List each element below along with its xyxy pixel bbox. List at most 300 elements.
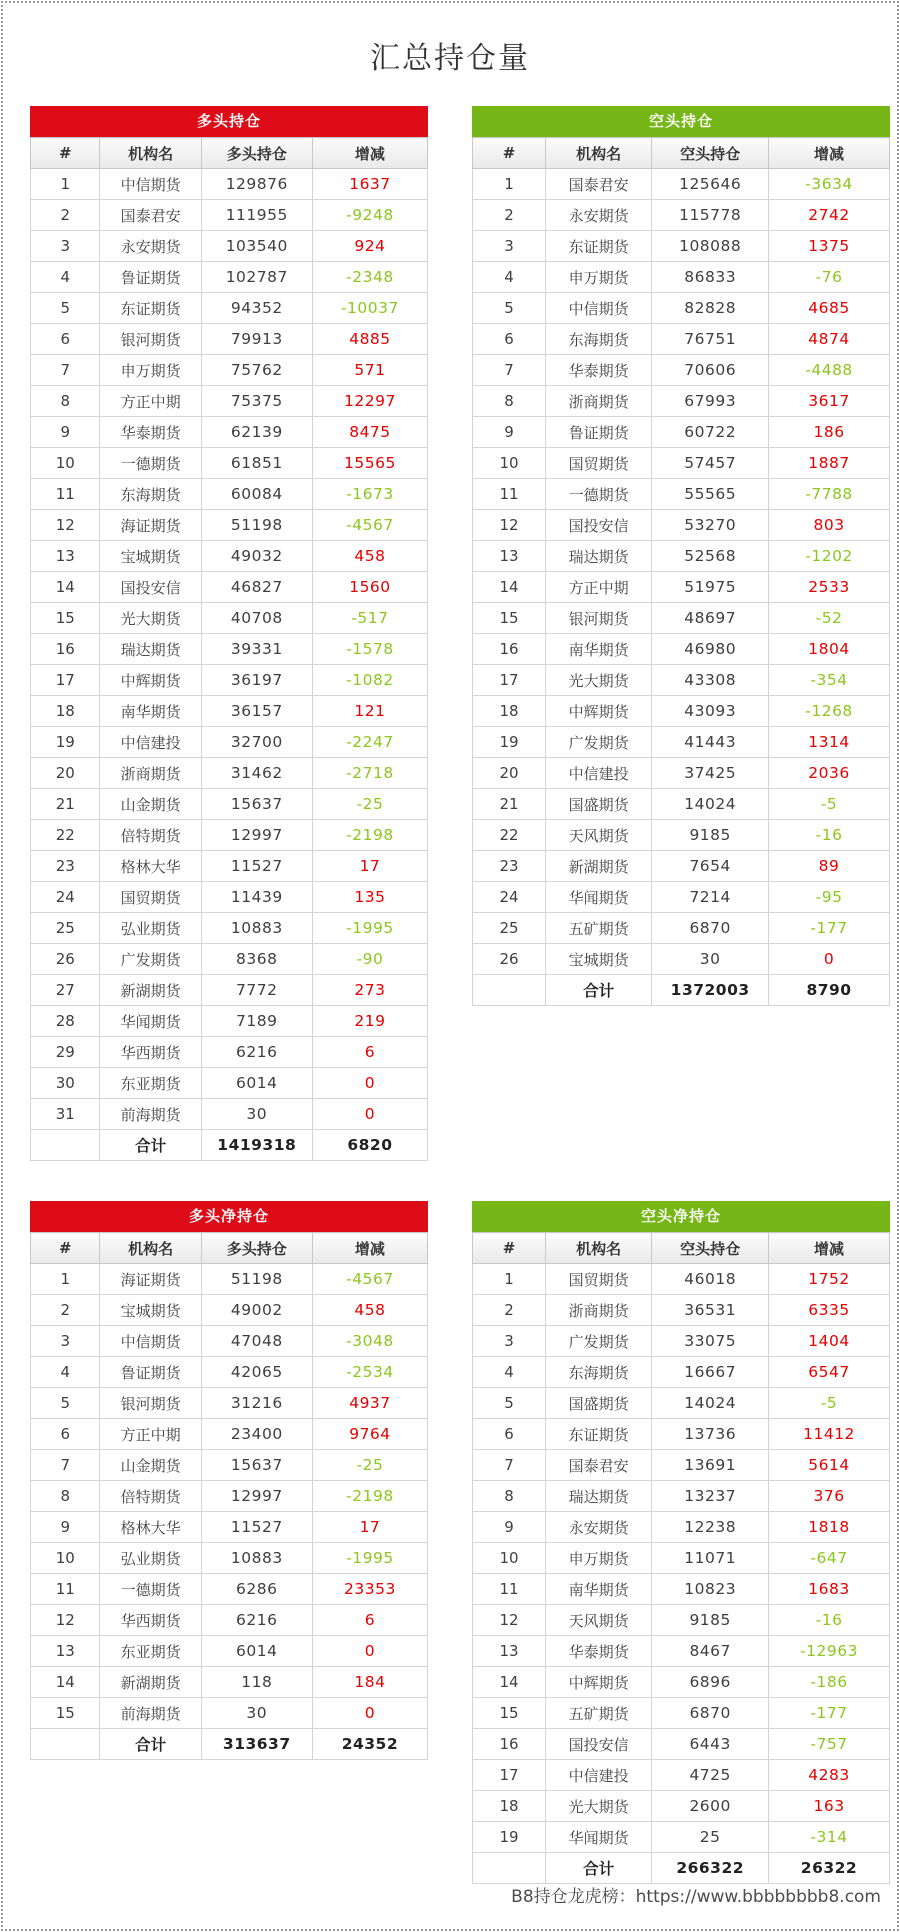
position-cell: 36531 <box>652 1295 769 1326</box>
change-cell: -4488 <box>769 355 890 386</box>
data-table <box>472 137 890 1006</box>
institution-cell: 新湖期货 <box>100 1667 201 1698</box>
change-cell: -16 <box>769 1605 890 1636</box>
change-cell: 1683 <box>769 1574 890 1605</box>
table-row <box>31 1574 428 1605</box>
change-cell: 1804 <box>769 634 890 665</box>
rank-cell: 2 <box>31 200 100 231</box>
position-cell: 7772 <box>201 975 312 1006</box>
change-cell: -25 <box>312 789 427 820</box>
institution-cell: 华西期货 <box>100 1605 201 1636</box>
rank-cell: 6 <box>473 324 546 355</box>
change-cell: -10037 <box>312 293 427 324</box>
table-row <box>31 1006 428 1037</box>
position-cell: 67993 <box>652 386 769 417</box>
rank-cell: 21 <box>473 789 546 820</box>
institution-cell: 瑞达期货 <box>545 1481 651 1512</box>
header-row <box>31 138 428 169</box>
rank-cell: 13 <box>473 541 546 572</box>
institution-cell: 五矿期货 <box>545 1698 651 1729</box>
change-cell: 6 <box>312 1037 427 1068</box>
table-row <box>31 1326 428 1357</box>
position-cell: 7189 <box>201 1006 312 1037</box>
institution-cell: 中信期货 <box>100 1326 201 1357</box>
institution-cell: 中辉期货 <box>545 696 651 727</box>
rank-cell: 18 <box>31 696 100 727</box>
table-row <box>31 200 428 231</box>
position-cell: 52568 <box>652 541 769 572</box>
total-label-cell: 合计 <box>100 1729 201 1760</box>
institution-cell: 海证期货 <box>100 1264 201 1295</box>
rank-cell: 20 <box>473 758 546 789</box>
change-cell: 15565 <box>312 448 427 479</box>
change-cell: 4874 <box>769 324 890 355</box>
position-cell: 30 <box>201 1099 312 1130</box>
rank-cell: 21 <box>31 789 100 820</box>
institution-cell: 南华期货 <box>545 1574 651 1605</box>
table-row <box>473 696 890 727</box>
institution-cell: 国盛期货 <box>545 1388 651 1419</box>
rank-cell: 7 <box>31 1450 100 1481</box>
institution-cell: 宝城期货 <box>100 1295 201 1326</box>
column-header: 增减 <box>312 138 427 169</box>
table-row <box>31 665 428 696</box>
table-row <box>31 1512 428 1543</box>
change-cell: 1404 <box>769 1326 890 1357</box>
rank-cell: 1 <box>473 1264 546 1295</box>
total-label-cell: 合计 <box>545 1853 651 1884</box>
institution-cell: 广发期货 <box>545 1326 651 1357</box>
rank-cell: 3 <box>473 231 546 262</box>
change-cell: 8475 <box>312 417 427 448</box>
column-header: # <box>473 1233 546 1264</box>
rank-cell: 15 <box>473 1698 546 1729</box>
position-cell: 10823 <box>652 1574 769 1605</box>
column-header: # <box>473 138 546 169</box>
rank-cell: 16 <box>473 634 546 665</box>
table-row <box>473 944 890 975</box>
rank-cell: 19 <box>473 727 546 758</box>
position-cell: 13237 <box>652 1481 769 1512</box>
rank-cell: 10 <box>31 1543 100 1574</box>
position-cell: 11439 <box>201 882 312 913</box>
total-change-cell: 24352 <box>312 1729 427 1760</box>
rank-cell: 14 <box>473 1667 546 1698</box>
position-cell: 8368 <box>201 944 312 975</box>
change-cell: -1673 <box>312 479 427 510</box>
data-table <box>30 1232 428 1760</box>
institution-cell: 国投安信 <box>545 1729 651 1760</box>
position-cell: 57457 <box>652 448 769 479</box>
institution-cell: 中信建投 <box>545 1760 651 1791</box>
position-cell: 6014 <box>201 1068 312 1099</box>
position-cell: 48697 <box>652 603 769 634</box>
change-cell: 376 <box>769 1481 890 1512</box>
table-row <box>473 851 890 882</box>
change-cell: -5 <box>769 1388 890 1419</box>
position-cell: 49002 <box>201 1295 312 1326</box>
change-cell: 1375 <box>769 231 890 262</box>
rank-cell: 23 <box>473 851 546 882</box>
position-cell: 60722 <box>652 417 769 448</box>
change-cell: 4685 <box>769 293 890 324</box>
institution-cell: 国泰君安 <box>545 1450 651 1481</box>
rank-cell: 11 <box>473 1574 546 1605</box>
position-cell: 118 <box>201 1667 312 1698</box>
change-cell: -9248 <box>312 200 427 231</box>
position-cell: 6014 <box>201 1636 312 1667</box>
table-row <box>31 789 428 820</box>
rank-cell: 14 <box>31 572 100 603</box>
change-cell: -1202 <box>769 541 890 572</box>
position-cell: 11071 <box>652 1543 769 1574</box>
change-cell: 458 <box>312 1295 427 1326</box>
rank-cell: 29 <box>31 1037 100 1068</box>
table-row <box>473 417 890 448</box>
rank-cell: 24 <box>31 882 100 913</box>
column-header: 机构名 <box>545 1233 651 1264</box>
change-cell: 1560 <box>312 572 427 603</box>
change-cell: 0 <box>312 1698 427 1729</box>
table-row <box>473 1698 890 1729</box>
position-cell: 6286 <box>201 1574 312 1605</box>
rank-cell: 19 <box>31 727 100 758</box>
total-change-cell: 6820 <box>312 1130 427 1161</box>
rank-cell: 7 <box>31 355 100 386</box>
table-row <box>473 1388 890 1419</box>
change-cell: 0 <box>312 1068 427 1099</box>
institution-cell: 弘业期货 <box>100 1543 201 1574</box>
table-row <box>473 603 890 634</box>
institution-cell: 南华期货 <box>545 634 651 665</box>
rank-cell: 13 <box>31 1636 100 1667</box>
position-cell: 82828 <box>652 293 769 324</box>
position-cell: 13691 <box>652 1450 769 1481</box>
table-row <box>473 913 890 944</box>
change-cell: 219 <box>312 1006 427 1037</box>
header-row <box>31 1233 428 1264</box>
change-cell: 2533 <box>769 572 890 603</box>
short-net-positions-section <box>472 1201 890 1884</box>
rank-cell: 22 <box>473 820 546 851</box>
institution-cell: 银河期货 <box>545 603 651 634</box>
position-cell: 70606 <box>652 355 769 386</box>
table-row <box>473 1264 890 1295</box>
rank-cell: 19 <box>473 1822 546 1853</box>
change-cell: 11412 <box>769 1419 890 1450</box>
change-cell: 12297 <box>312 386 427 417</box>
position-cell: 7214 <box>652 882 769 913</box>
rank-cell: 11 <box>31 479 100 510</box>
position-cell: 79913 <box>201 324 312 355</box>
change-cell: 89 <box>769 851 890 882</box>
institution-cell: 五矿期货 <box>545 913 651 944</box>
table-row <box>473 1791 890 1822</box>
rank-cell: 25 <box>473 913 546 944</box>
rank-cell: 5 <box>473 1388 546 1419</box>
institution-cell: 中辉期货 <box>545 1667 651 1698</box>
position-cell: 10883 <box>201 913 312 944</box>
rank-cell: 10 <box>31 448 100 479</box>
institution-cell: 华西期货 <box>100 1037 201 1068</box>
institution-cell: 中信建投 <box>100 727 201 758</box>
institution-cell: 方正中期 <box>545 572 651 603</box>
position-cell: 94352 <box>201 293 312 324</box>
institution-cell: 鲁证期货 <box>545 417 651 448</box>
table-row <box>473 541 890 572</box>
position-cell: 36197 <box>201 665 312 696</box>
rank-cell: 6 <box>473 1419 546 1450</box>
institution-cell: 东证期货 <box>545 1419 651 1450</box>
change-cell: -517 <box>312 603 427 634</box>
institution-cell: 国盛期货 <box>545 789 651 820</box>
column-header: 增减 <box>769 1233 890 1264</box>
position-cell: 12238 <box>652 1512 769 1543</box>
position-cell: 61851 <box>201 448 312 479</box>
table-row <box>31 1605 428 1636</box>
position-cell: 111955 <box>201 200 312 231</box>
institution-cell: 新湖期货 <box>100 975 201 1006</box>
change-cell: -76 <box>769 262 890 293</box>
change-cell: -4567 <box>312 510 427 541</box>
position-cell: 53270 <box>652 510 769 541</box>
change-cell: -177 <box>769 1698 890 1729</box>
table-row <box>31 1037 428 1068</box>
change-cell: -52 <box>769 603 890 634</box>
table-row <box>473 1295 890 1326</box>
position-cell: 6443 <box>652 1729 769 1760</box>
table-row <box>31 1264 428 1295</box>
table-row <box>473 510 890 541</box>
position-cell: 41443 <box>652 727 769 758</box>
institution-cell: 申万期货 <box>545 262 651 293</box>
position-cell: 4725 <box>652 1760 769 1791</box>
position-cell: 14024 <box>652 789 769 820</box>
table-row <box>473 1574 890 1605</box>
change-cell: 0 <box>769 944 890 975</box>
change-cell: 458 <box>312 541 427 572</box>
institution-cell: 国贸期货 <box>100 882 201 913</box>
position-cell: 43308 <box>652 665 769 696</box>
rank-cell: 22 <box>31 820 100 851</box>
total-empty-cell <box>31 1130 100 1161</box>
rank-cell: 9 <box>31 417 100 448</box>
rank-cell: 14 <box>473 572 546 603</box>
position-cell: 36157 <box>201 696 312 727</box>
table-row <box>473 355 890 386</box>
change-cell: 186 <box>769 417 890 448</box>
institution-cell: 南华期货 <box>100 696 201 727</box>
position-cell: 6870 <box>652 913 769 944</box>
change-cell: -1995 <box>312 1543 427 1574</box>
position-cell: 9185 <box>652 820 769 851</box>
institution-cell: 中辉期货 <box>100 665 201 696</box>
position-cell: 129876 <box>201 169 312 200</box>
change-cell: -5 <box>769 789 890 820</box>
change-cell: -7788 <box>769 479 890 510</box>
table-row <box>31 944 428 975</box>
position-cell: 11527 <box>201 1512 312 1543</box>
table-row <box>31 293 428 324</box>
rank-cell: 5 <box>473 293 546 324</box>
change-cell: -1578 <box>312 634 427 665</box>
total-position-cell: 1419318 <box>201 1130 312 1161</box>
institution-cell: 华泰期货 <box>545 1636 651 1667</box>
table-row <box>31 355 428 386</box>
change-cell: 273 <box>312 975 427 1006</box>
institution-cell: 永安期货 <box>545 200 651 231</box>
rank-cell: 8 <box>31 386 100 417</box>
rank-cell: 27 <box>31 975 100 1006</box>
change-cell: 803 <box>769 510 890 541</box>
table-row <box>31 1543 428 1574</box>
rank-cell: 26 <box>473 944 546 975</box>
position-cell: 9185 <box>652 1605 769 1636</box>
institution-cell: 山金期货 <box>100 1450 201 1481</box>
institution-cell: 东海期货 <box>545 324 651 355</box>
rank-cell: 15 <box>31 1698 100 1729</box>
position-cell: 47048 <box>201 1326 312 1357</box>
change-cell: 23353 <box>312 1574 427 1605</box>
table-row <box>473 882 890 913</box>
change-cell: 6 <box>312 1605 427 1636</box>
table-row <box>31 324 428 355</box>
position-cell: 102787 <box>201 262 312 293</box>
institution-cell: 前海期货 <box>100 1698 201 1729</box>
table-row <box>31 758 428 789</box>
change-cell: -2247 <box>312 727 427 758</box>
rank-cell: 2 <box>31 1295 100 1326</box>
change-cell: 4283 <box>769 1760 890 1791</box>
rank-cell: 17 <box>473 665 546 696</box>
change-cell: 2742 <box>769 200 890 231</box>
institution-cell: 倍特期货 <box>100 1481 201 1512</box>
column-header: # <box>31 138 100 169</box>
rank-cell: 25 <box>31 913 100 944</box>
table-row <box>31 572 428 603</box>
total-change-cell: 26322 <box>769 1853 890 1884</box>
table-row <box>31 1388 428 1419</box>
position-cell: 15637 <box>201 789 312 820</box>
rank-cell: 9 <box>473 417 546 448</box>
total-row <box>31 1729 428 1760</box>
institution-cell: 方正中期 <box>100 1419 201 1450</box>
change-cell: -1995 <box>312 913 427 944</box>
rank-cell: 31 <box>31 1099 100 1130</box>
rank-cell: 15 <box>31 603 100 634</box>
institution-cell: 弘业期货 <box>100 913 201 944</box>
institution-cell: 申万期货 <box>545 1543 651 1574</box>
institution-cell: 光大期货 <box>545 1791 651 1822</box>
change-cell: -2718 <box>312 758 427 789</box>
position-cell: 115778 <box>652 200 769 231</box>
institution-cell: 浙商期货 <box>100 758 201 789</box>
table-row <box>473 665 890 696</box>
institution-cell: 格林大华 <box>100 851 201 882</box>
table-row <box>31 541 428 572</box>
change-cell: -1268 <box>769 696 890 727</box>
change-cell: -757 <box>769 1729 890 1760</box>
table-row <box>473 1450 890 1481</box>
institution-cell: 天风期货 <box>545 1605 651 1636</box>
position-cell: 12997 <box>201 820 312 851</box>
position-cell: 51975 <box>652 572 769 603</box>
change-cell: -314 <box>769 1822 890 1853</box>
table-row <box>31 417 428 448</box>
tables-grid <box>30 106 897 1884</box>
total-label-cell: 合计 <box>100 1130 201 1161</box>
table-row <box>31 169 428 200</box>
position-cell: 11527 <box>201 851 312 882</box>
rank-cell: 20 <box>31 758 100 789</box>
institution-cell: 东海期货 <box>545 1357 651 1388</box>
table-row <box>473 572 890 603</box>
position-cell: 13736 <box>652 1419 769 1450</box>
table-row <box>473 479 890 510</box>
column-header: 增减 <box>312 1233 427 1264</box>
total-empty-cell <box>473 975 546 1006</box>
rank-cell: 8 <box>473 386 546 417</box>
total-position-cell: 313637 <box>201 1729 312 1760</box>
change-cell: -3048 <box>312 1326 427 1357</box>
header-row <box>473 1233 890 1264</box>
table-row <box>31 696 428 727</box>
position-cell: 39331 <box>201 634 312 665</box>
institution-cell: 新湖期货 <box>545 851 651 882</box>
table-row <box>31 510 428 541</box>
rank-cell: 18 <box>473 1791 546 1822</box>
institution-cell: 东海期货 <box>100 479 201 510</box>
rank-cell: 3 <box>31 231 100 262</box>
table-row <box>31 882 428 913</box>
institution-cell: 山金期货 <box>100 789 201 820</box>
institution-cell: 银河期货 <box>100 324 201 355</box>
institution-cell: 东亚期货 <box>100 1636 201 1667</box>
institution-cell: 倍特期货 <box>100 820 201 851</box>
institution-cell: 宝城期货 <box>100 541 201 572</box>
institution-cell: 前海期货 <box>100 1099 201 1130</box>
table-row <box>473 231 890 262</box>
table-row <box>31 1099 428 1130</box>
rank-cell: 17 <box>473 1760 546 1791</box>
rank-cell: 8 <box>31 1481 100 1512</box>
total-position-cell: 1372003 <box>652 975 769 1006</box>
table-title-bar: 多头净持仓 <box>30 1201 428 1232</box>
position-cell: 6896 <box>652 1667 769 1698</box>
position-cell: 8467 <box>652 1636 769 1667</box>
table-title-bar: 空头持仓 <box>472 106 890 137</box>
change-cell: 1314 <box>769 727 890 758</box>
table-row <box>31 262 428 293</box>
change-cell: -354 <box>769 665 890 696</box>
table-title-bar: 多头持仓 <box>30 106 428 137</box>
institution-cell: 一德期货 <box>545 479 651 510</box>
position-cell: 42065 <box>201 1357 312 1388</box>
rank-cell: 13 <box>31 541 100 572</box>
total-label-cell: 合计 <box>545 975 651 1006</box>
data-table <box>472 1232 890 1884</box>
table-row <box>31 1295 428 1326</box>
institution-cell: 广发期货 <box>545 727 651 758</box>
institution-cell: 光大期货 <box>100 603 201 634</box>
position-cell: 40708 <box>201 603 312 634</box>
position-cell: 108088 <box>652 231 769 262</box>
position-cell: 31216 <box>201 1388 312 1419</box>
change-cell: 0 <box>312 1636 427 1667</box>
position-cell: 75375 <box>201 386 312 417</box>
change-cell: 121 <box>312 696 427 727</box>
change-cell: -2198 <box>312 1481 427 1512</box>
